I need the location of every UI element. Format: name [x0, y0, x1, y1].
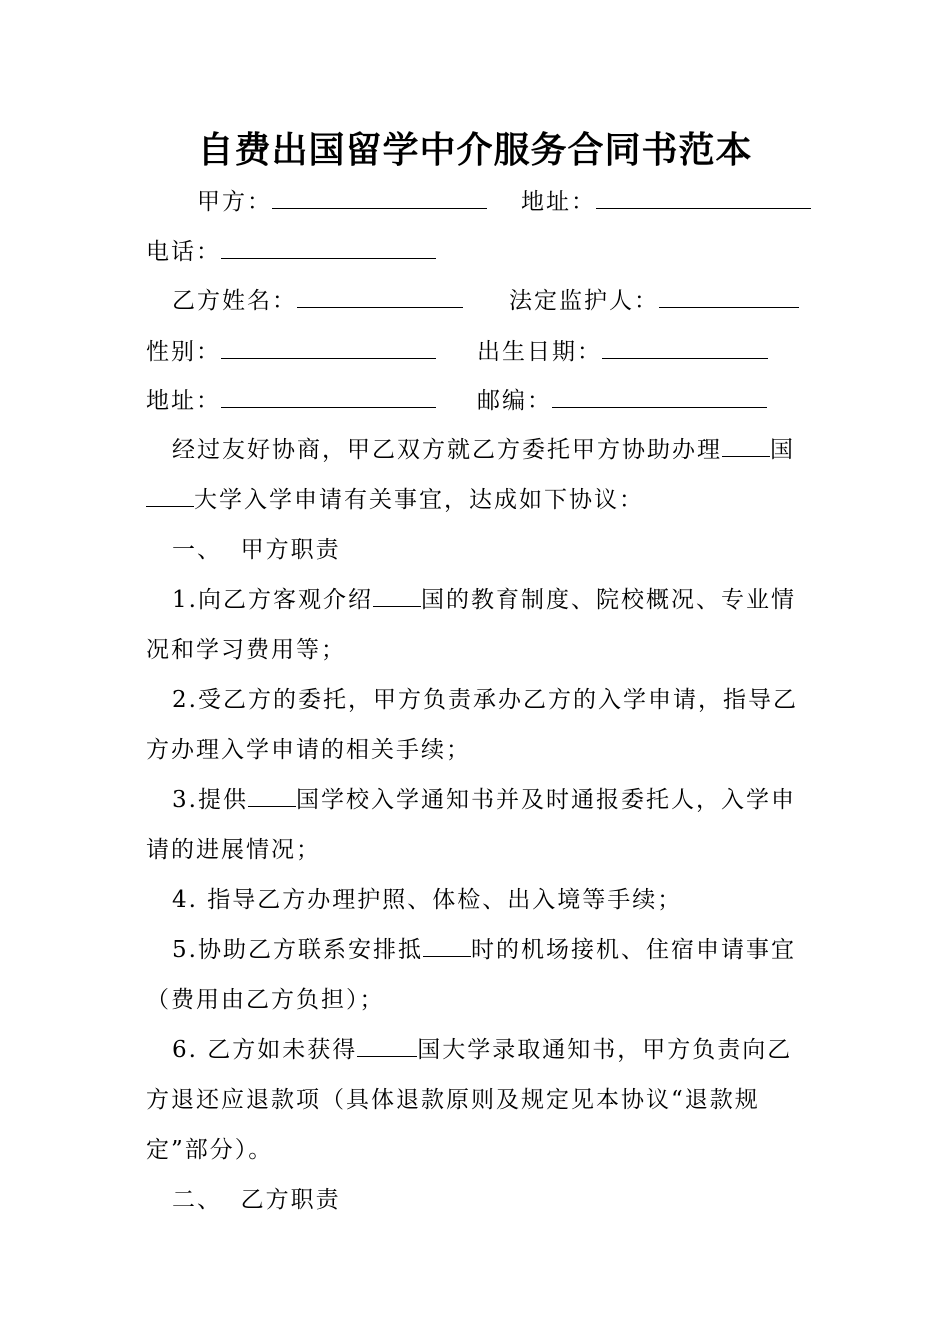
postcode-blank[interactable] — [552, 385, 767, 408]
university-blank[interactable] — [146, 486, 194, 507]
postcode-field — [477, 385, 767, 416]
intro-text-2: 大学入学申请有关事宜，达成如下协议： — [194, 487, 644, 513]
item-3-text-a: 3.提供 — [172, 787, 248, 813]
party-a-blank[interactable] — [272, 186, 487, 209]
intro-line-2 — [146, 485, 644, 515]
address-a-label: 地址： — [521, 189, 596, 215]
party-a-field — [197, 186, 487, 217]
item-6-line-1 — [172, 1035, 792, 1065]
party-b-name-label: 乙方姓名： — [172, 288, 297, 314]
birth-date-blank[interactable] — [602, 336, 768, 359]
country-blank-1[interactable] — [722, 436, 770, 457]
intro-text-1b: 国 — [770, 437, 795, 463]
party-b-name-blank[interactable] — [297, 285, 463, 308]
phone-field — [146, 236, 436, 267]
item-5-text-b: 时的机场接机、住宿申请事宜 — [470, 937, 796, 963]
phone-blank[interactable] — [221, 236, 436, 259]
section-2-heading: 二、 乙方职责 — [172, 1187, 341, 1213]
item-2-line-2: 方办理入学申请的相关手续； — [146, 737, 471, 763]
address-b-blank[interactable] — [221, 385, 436, 408]
document-title: 自费出国留学中介服务合同书范本 — [197, 129, 753, 171]
birth-date-field — [477, 336, 768, 367]
item-6-text-b: 国大学录取通知书，甲方负责向乙 — [417, 1037, 793, 1063]
item-1-text-a: 1.向乙方客观介绍 — [172, 587, 373, 613]
item-5-line-2: （费用由乙方负担）； — [146, 987, 385, 1013]
intro-text-1a: 经过友好协商，甲乙双方就乙方委托甲方协助办理 — [172, 437, 722, 463]
address-a-field — [521, 186, 811, 217]
gender-blank[interactable] — [221, 336, 436, 359]
item-4-line-1: 4. 指导乙方办理护照、体检、出入境等手续； — [172, 887, 683, 913]
birth-date-label: 出生日期： — [477, 339, 602, 365]
item-2-line-1: 2.受乙方的委托，甲方负责承办乙方的入学申请，指导乙 — [172, 687, 798, 713]
country-blank-4[interactable] — [423, 936, 471, 957]
item-1-text-b: 国的教育制度、院校概况、专业情 — [420, 587, 796, 613]
gender-field — [146, 336, 436, 367]
section-1-heading: 一、 甲方职责 — [172, 537, 341, 563]
guardian-blank[interactable] — [659, 285, 799, 308]
address-a-blank[interactable] — [596, 186, 811, 209]
item-6-text-a: 6. 乙方如未获得 — [172, 1037, 358, 1063]
item-6-line-3: 定”部分）。 — [146, 1137, 274, 1163]
item-3-text-b: 国学校入学通知书并及时通报委托人，入学申 — [295, 787, 796, 813]
item-5-text-a: 5.协助乙方联系安排抵 — [172, 937, 423, 963]
address-b-field — [146, 385, 436, 416]
gender-label: 性别： — [146, 339, 221, 365]
intro-line-1 — [172, 435, 795, 465]
address-b-label: 地址： — [146, 388, 221, 414]
item-3-line-1 — [172, 785, 796, 815]
item-1-line-1 — [172, 585, 796, 615]
phone-label: 电话： — [146, 239, 221, 265]
item-1-line-2: 况和学习费用等； — [146, 637, 346, 663]
postcode-label: 邮编： — [477, 388, 552, 414]
item-3-line-2: 请的进展情况； — [146, 837, 321, 863]
country-blank-2[interactable] — [373, 586, 421, 607]
item-6-line-2: 方退还应退款项（具体退款原则及规定见本协议“退款规 — [146, 1087, 760, 1113]
item-5-line-1 — [172, 935, 796, 965]
country-blank-3[interactable] — [248, 786, 296, 807]
party-b-name-field — [172, 285, 463, 316]
guardian-label: 法定监护人： — [509, 288, 659, 314]
party-a-label: 甲方： — [197, 189, 272, 215]
country-blank-5[interactable] — [357, 1036, 417, 1057]
guardian-field — [509, 285, 799, 316]
